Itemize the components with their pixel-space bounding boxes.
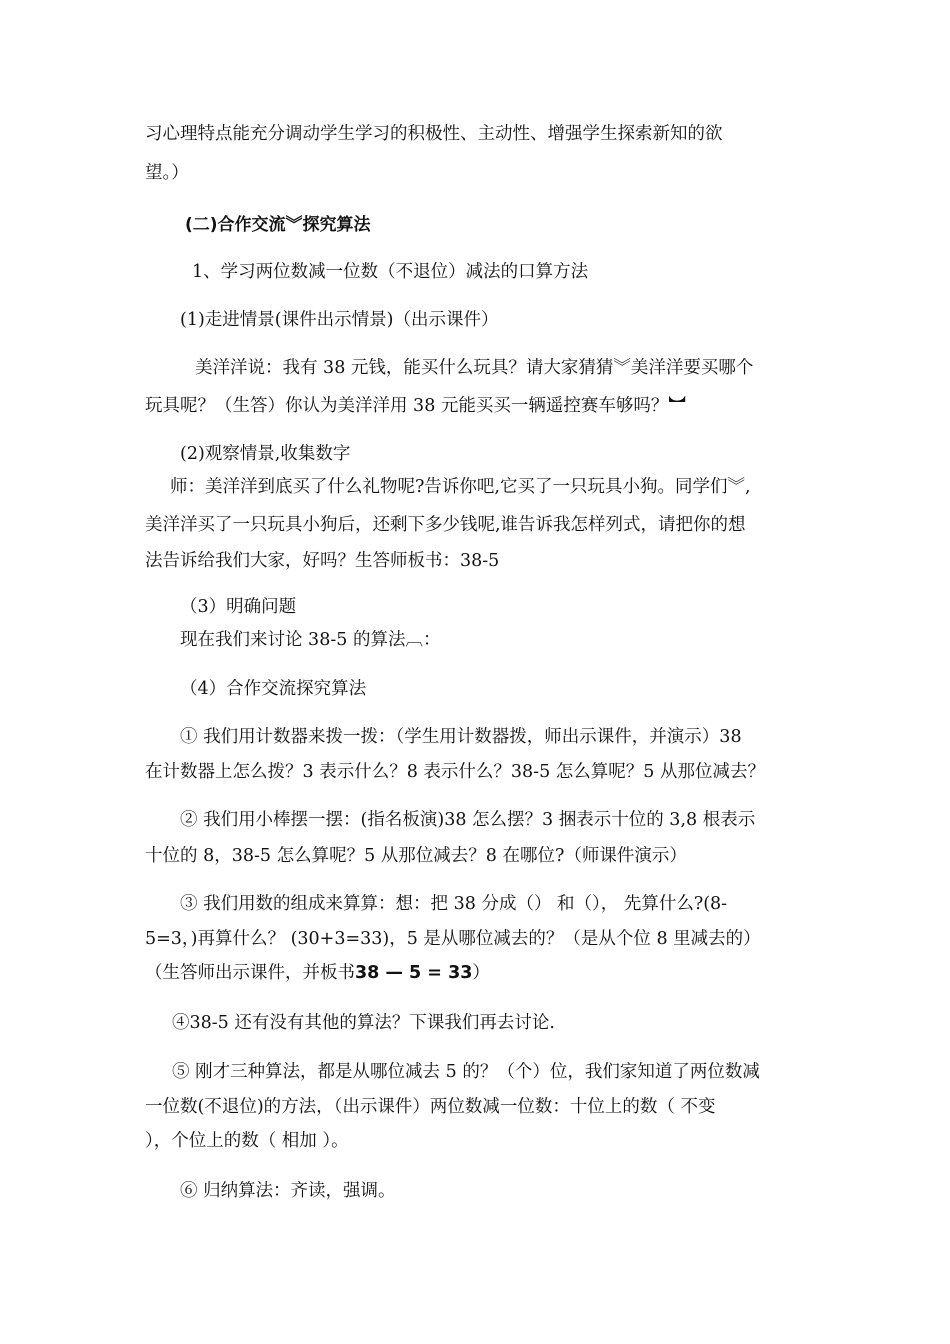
step-heading: (1)走进情景(课件出示情景)（出示课件） — [180, 310, 499, 330]
paragraph-line: 一位数(不退位)的方法，（出示课件）两位数减一位数：十位上的数（ 不变 — [145, 1097, 716, 1117]
paragraph-text: ） — [472, 963, 490, 983]
paragraph-line: 现在我们来讨论 38-5 的算法︹： — [180, 630, 441, 650]
paragraph-line: 习心理特点能充分调动学生学习的积极性、主动性、增强学生探索新知的欲 — [145, 124, 723, 144]
paragraph-line: 美洋洋买了一只玩具小狗后，还剩下多少钱呢,谁告诉我怎样列式，请把你的想 — [145, 515, 746, 535]
paragraph-line: 美洋洋说：我有 38 元钱，能买什么玩具？请大家猜猜︾美洋洋要买哪个 — [195, 358, 754, 378]
paragraph-line: 法告诉给我们大家，好吗？生答师板书：38-5 — [145, 551, 500, 571]
paragraph-line: ⑥ 归纳算法：齐读，强调。 — [180, 1181, 396, 1201]
paragraph-line: 师：美洋洋到底买了什么礼物呢?告诉你吧,它买了一只玩具小狗。同学们︾, — [170, 477, 751, 497]
paragraph-line: ），个位上的数（ 相加 ）。 — [145, 1131, 349, 1151]
paragraph-line: 十位的 8，38-5 怎么算呢？5 从那位减去？8 在哪位?（师课件演示） — [145, 846, 687, 866]
paragraph-line: ② 我们用小棒摆一摆：(指名板演)38 怎么摆？3 捆表示十位的 3,8 根表示 — [180, 810, 756, 830]
paragraph-line: 望。） — [145, 163, 189, 183]
step-heading: （3）明确问题 — [180, 597, 297, 617]
paragraph-line: 在计数器上怎么拨？3 表示什么？8 表示什么？38-5 怎么算呢？5 从那位减去？ — [145, 762, 765, 782]
paragraph-line: ④38-5 还有没有其他的算法？下课我们再去讨论. — [172, 1013, 555, 1033]
step-heading: (2)观察情景,收集数字 — [180, 444, 351, 464]
subsection-heading: 1、学习两位数减一位数（不退位）减法的口算方法 — [192, 262, 589, 282]
paragraph-line — [145, 962, 815, 984]
section-heading: (二)合作交流︾探究算法 — [185, 215, 371, 235]
step-heading: （4）合作交流探究算法 — [180, 679, 367, 699]
paragraph-text: （生答师出示课件，并板书 — [145, 963, 355, 983]
paragraph-line: 玩具呢？（生答）你认为美洋洋用 38 元能买买一辆遥控赛车够吗？︼ — [145, 396, 686, 416]
equation-text: 38 — 5 = 33 — [355, 963, 473, 983]
paragraph-line: ① 我们用计数器来拨一拨：（学生用计数器拨，师出示课件，并演示）38 — [180, 727, 742, 747]
paragraph-line: ⑤ 刚才三种算法，都是从哪位减去 5 的？（个）位，我们家知道了两位数减 — [172, 1062, 760, 1082]
paragraph-line: ③ 我们用数的组成来算算：想：把 38 分成（） 和（）， 先算什么?(8- — [180, 894, 728, 914]
paragraph-line: 5=3，)再算什么？ (30+3=33)，5 是从哪位减去的？（是从个位 8 里减去的） — [145, 929, 761, 949]
